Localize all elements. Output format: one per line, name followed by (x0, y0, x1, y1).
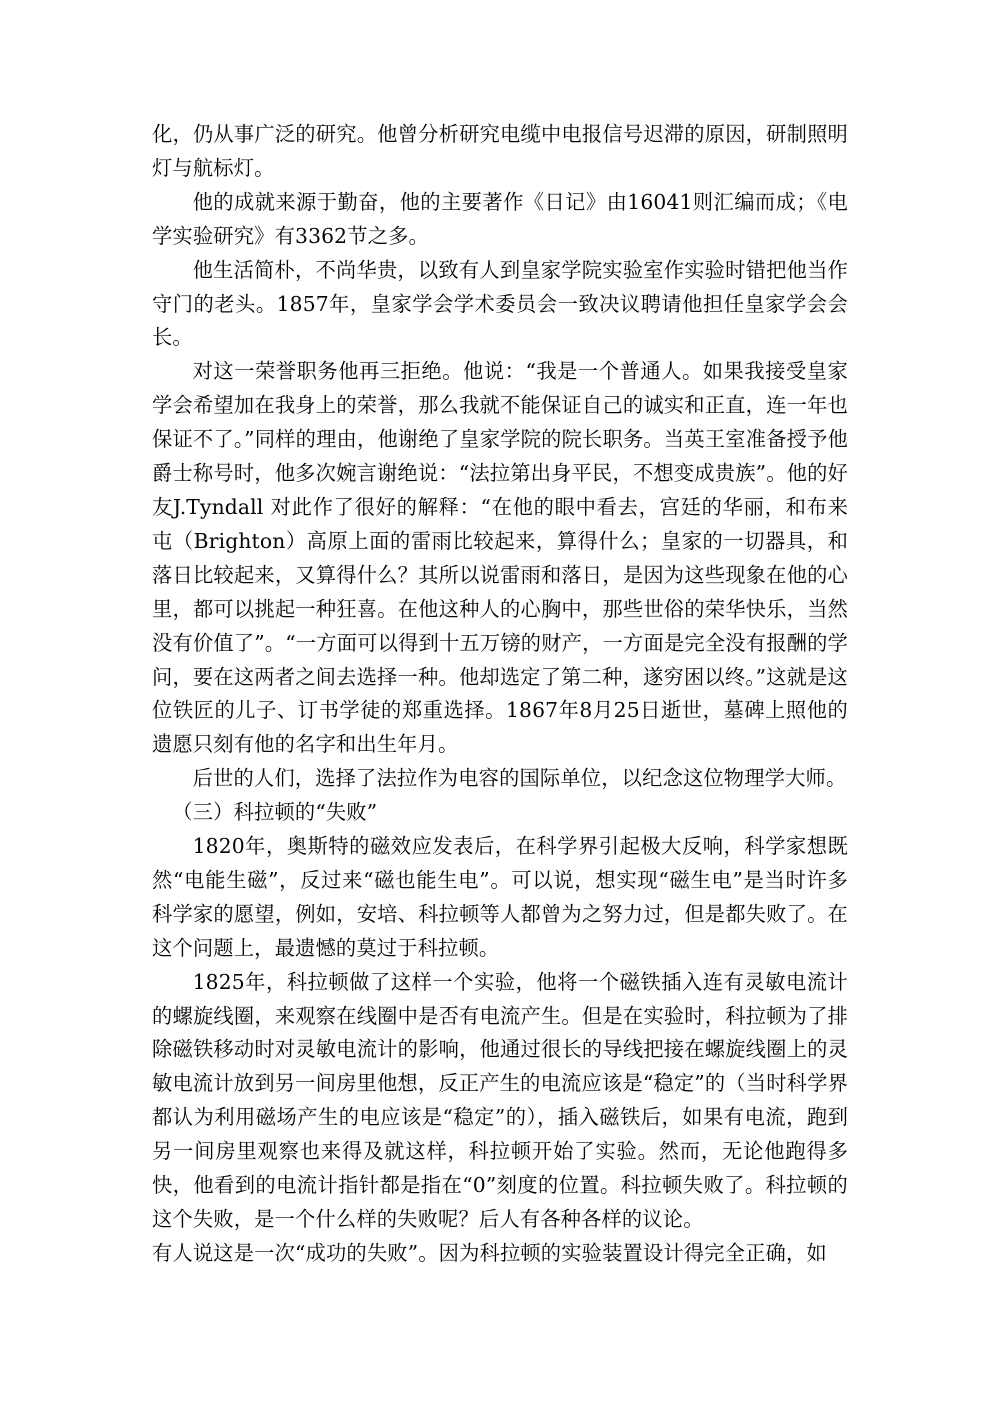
body-text-column (152, 118, 848, 1271)
paragraph-successful-failure: 有人说这是一次“成功的失败”。因为科拉顿的实验装置设计得完全正确，如 (152, 1240, 827, 1265)
paragraph-refusal-of-honors: 对这一荣誉职务他再三拒绝。他说：“我是一个普通人。如果我接受皇家学会希望加在我身上的荣誉，那么我就不能保证自己的诚实和正直，连一年也保证不了。”同样的理由，他谢绝了皇家学院的院长职务。当英王室准备授予他爵士称号时，他多次婉言谢绝说：“法拉第出身平民，不想变成贵族”。他的好友J.Tyndall 对此作了很好的解释：“在他的眼中看去，宫廷的华丽，和布来屯（Brighton）高原上面的雷雨比较起来，算得什么；皇家的一切器具，和落日比较起来，又算得什么？其所以说雷雨和落日，是因为这些现象在他的心里，都可以挑起一种狂喜。在他这种人的心胸中，那些世俗的荣华快乐，当然没有价值了”。“一方面可以得到十五万镑的财产，一方面是完全没有报酬的学问，要在这两者之间去选择一种。他却选定了第二种，遂穷困以终。”这就是这位铁匠的儿子、订书学徒的郑重选择。1867年8月25日逝世，墓碑上照他的遗愿只刻有他的名字和出生年月。 (152, 359, 848, 757)
paragraph-simple-life: 他生活简朴，不尚华贵，以致有人到皇家学院实验室作实验时错把他当作守门的老头。1857年，皇家学会学术委员会一致决议聘请他担任皇家学会会长。 (152, 257, 848, 350)
paragraph-colladon-experiment-1825: 1825年，科拉顿做了这样一个实验，他将一个磁铁插入连有灵敏电流计的螺旋线圈，来观察在线圈中是否有电流产生。但是在实验时，科拉顿为了排除磁铁移动时对灵敏电流计的影响，他通过很长的导线把接在螺旋线圈上的灵敏电流计放到另一间房里他想，反正产生的电流应该是“稳定”的（当时科学界都认为利用磁场产生的电应该是“稳定”的），插入磁铁后，如果有电流，跑到另一间房里观察也来得及就这样，科拉顿开始了实验。然而，无论他跑得多快，他看到的电流计指针都是指在“0”刻度的位置。科拉顿失败了。科拉顿的这个失败，是一个什么样的失败呢？后人有各种各样的议论。 (152, 969, 848, 1231)
paragraph-farad-unit: 后世的人们，选择了法拉作为电容的国际单位，以纪念这位物理学大师。 (192, 766, 847, 791)
paragraph-oersted-1820: 1820年，奥斯特的磁效应发表后，在科学界引起极大反响，科学家想既然“电能生磁”，反过来“磁也能生电”。可以说，想实现“磁生电”是当时许多科学家的愿望，例如，安培、科拉顿等人都曾为之努力过，但是都失败了。在这个问题上，最遗憾的莫过于科拉顿。 (152, 834, 848, 960)
paragraph-continuation: 化，仍从事广泛的研究。他曾分析研究电缆中电报信号迟滞的原因，研制照明灯与航标灯。 (152, 122, 848, 180)
section-heading-colladon-failure: （三）科拉顿的“失败” (172, 800, 378, 825)
paragraph-achievements: 他的成就来源于勤奋，他的主要著作《日记》由16041则汇编而成；《电学实验研究》有3362节之多。 (152, 189, 848, 248)
